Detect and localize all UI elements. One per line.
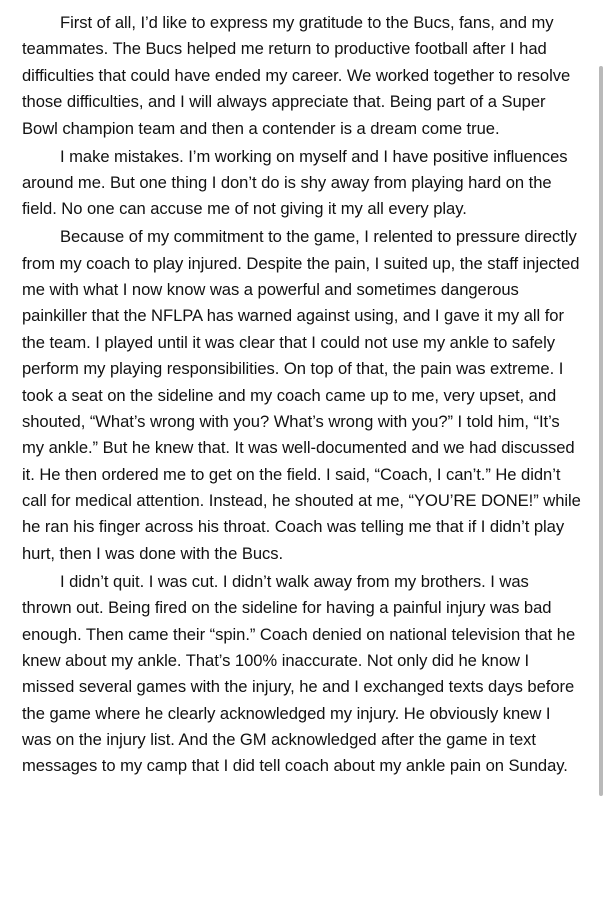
paragraph-2: I make mistakes. I’m working on myself and I have positive influences around me. But one thing I don’t do is shy away from playing hard on the field. No one can accuse me of not giving it my all every play. [22, 146, 568, 219]
scrollbar-thumb[interactable] [599, 66, 603, 796]
paragraph-1: First of all, I’d like to express my gratitude to the Bucs, fans, and my teammates. The Bucs helped me return to productive football after I had difficulties that could have ended my career. We worked together to resolve those difficulties, and I will always appreciate that. Being part of a Super Bowl champion team and then a contender is a dream come true. [22, 13, 571, 138]
document-text-body [22, 10, 582, 780]
paragraph-4: I didn’t quit. I was cut. I didn’t walk away from my brothers. I was thrown out. Being fired on the sideline for having a painful injury was bad enough. Then came their “spin.” Coach denied on national television that he knew about my ankle. That’s 100% inaccurate. Not only did he know I missed several games with the injury, he and I exchanged texts days before the game where he clearly acknowledged my injury. He obviously knew I was on the injury list. And the GM acknowledged after the game in text messages to my camp that I did tell coach about my ankle pain on Sunday. [22, 571, 576, 776]
paragraph-3: Because of my commitment to the game, I relented to pressure directly from my coach to play injured. Despite the pain, I suited up, the staff injected me with what I now know was a powerful and sometimes dangerous painkiller that the NFLPA has warned against using, and I gave it my all for the team. I played until it was clear that I could not use my ankle to safely perform my playing responsibilities. On top of that, the pain was extreme. I took a seat on the sideline and my coach came up to me, very upset, and shouted, “What’s wrong with you? What’s wrong with you?” I told him, “It’s my ankle.” But he knew that. It was well-documented and we had discussed it. He then ordered me to get on the field. I said, “Coach, I can’t.” He didn’t call for medical attention. Instead, he shouted at me, “YOU’RE DONE!” while he ran his finger across his throat. Coach was telling me that if I didn’t play hurt, then I was done with the Bucs. [22, 227, 581, 563]
vertical-scrollbar[interactable] [598, 0, 604, 900]
